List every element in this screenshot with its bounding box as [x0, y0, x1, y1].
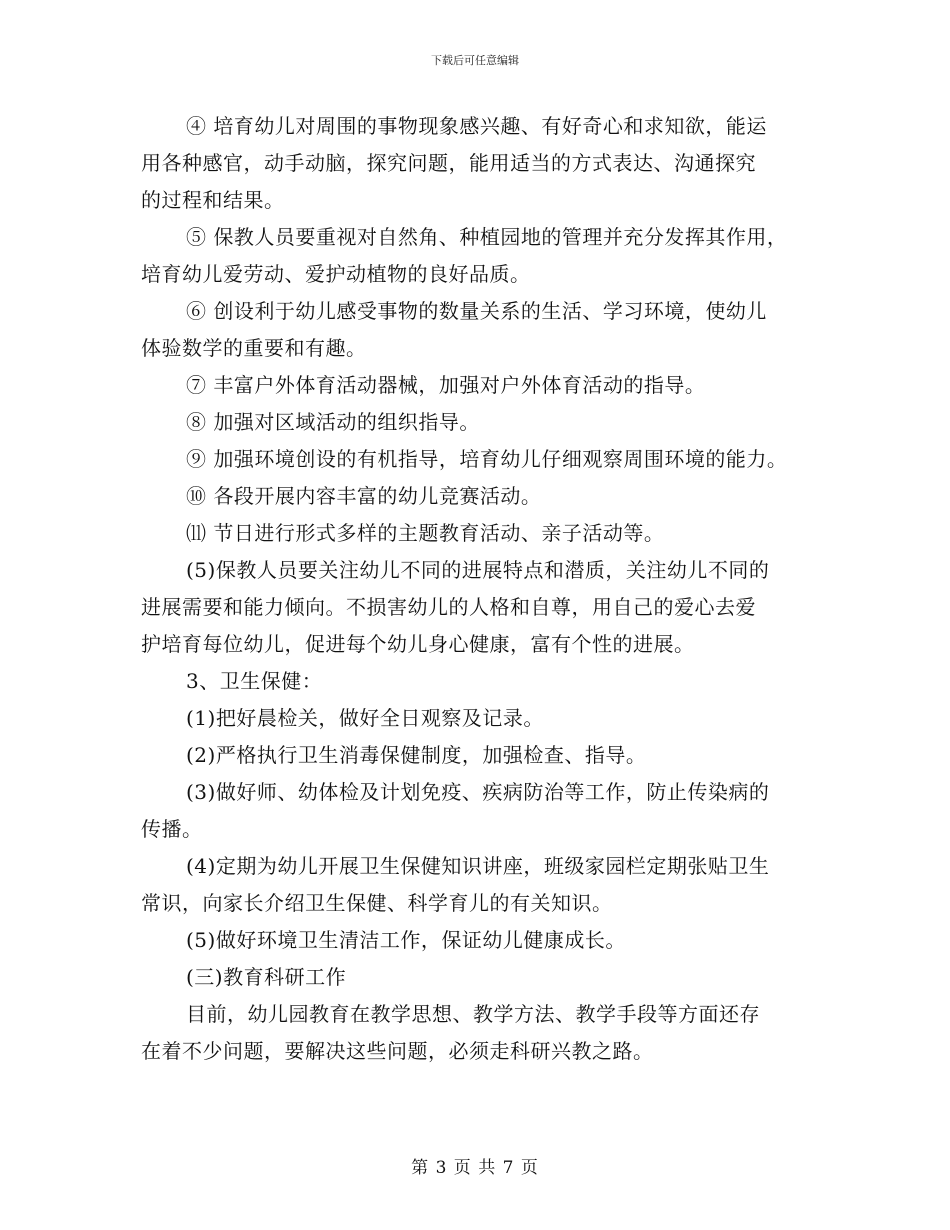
- text-line: (3)做好师、幼体检及计划免疫、疾病防治等工作，防止传染病的: [186, 780, 770, 804]
- text-line: (5)保教人员要关注幼儿不同的进展特点和潜质，关注幼儿不同的: [186, 558, 770, 582]
- text-line: (2)严格执行卫生消毒保健制度，加强检查、指导。: [186, 743, 647, 767]
- page-number: 第 3 页 共 7 页: [411, 1158, 539, 1178]
- text-line: (5)做好环境卫生清洁工作，保证幼儿健康成长。: [186, 928, 626, 952]
- text-line: ⑧ 加强对区域活动的组织指导。: [186, 410, 480, 434]
- text-line: 体验数学的重要和有趣。: [141, 336, 367, 360]
- section-heading: 3、卫生保健：: [186, 669, 323, 693]
- text-line: 进展需要和能力倾向。不损害幼儿的人格和自尊，用自己的爱心去爱: [141, 595, 756, 619]
- text-line: 常识，向家长介绍卫生保健、科学育儿的有关知识。: [141, 891, 613, 915]
- page-header: 下载后可任意编辑: [431, 54, 519, 67]
- text-line: 的过程和结果。: [141, 188, 285, 212]
- text-line: ⑤ 保教人员要重视对自然角、种植园地的管理并充分发挥其作用，: [186, 225, 788, 249]
- text-line: ⑾ 节日进行形式多样的主题教育活动、亲子活动等。: [186, 521, 665, 545]
- text-line: 在着不少问题，要解决这些问题，必须走科研兴教之路。: [141, 1039, 654, 1063]
- text-line: ⑨ 加强环境创设的有机指导，培育幼儿仔细观察周围环境的能力。: [186, 447, 788, 471]
- text-line: 目前，幼儿园教育在教学思想、教学方法、教学手段等方面还存: [186, 1002, 760, 1026]
- text-line: 培育幼儿爱劳动、爱护动植物的良好品质。: [141, 262, 531, 286]
- text-line: 护培育每位幼儿，促进每个幼儿身心健康，富有个性的进展。: [141, 632, 695, 656]
- text-line: 传播。: [141, 817, 203, 841]
- section-heading: (三)教育科研工作: [186, 965, 347, 989]
- text-line: ⑩ 各段开展内容丰富的幼儿竞赛活动。: [186, 484, 542, 508]
- text-line: ⑦ 丰富户外体育活动器械，加强对户外体育活动的指导。: [186, 373, 706, 397]
- text-line: (4)定期为幼儿开展卫生保健知识讲座，班级家园栏定期张贴卫生: [186, 854, 770, 878]
- text-line: ⑥ 创设利于幼儿感受事物的数量关系的生活、学习环境，使幼儿: [186, 299, 767, 323]
- text-line: (1)把好晨检关，做好全日观察及记录。: [186, 706, 544, 730]
- document-body: [141, 108, 813, 1070]
- text-line: 用各种感官，动手动脑，探究问题，能用适当的方式表达、沟通探究: [141, 151, 756, 175]
- text-line: ④ 培育幼儿对周围的事物现象感兴趣、有好奇心和求知欲，能运: [186, 114, 767, 138]
